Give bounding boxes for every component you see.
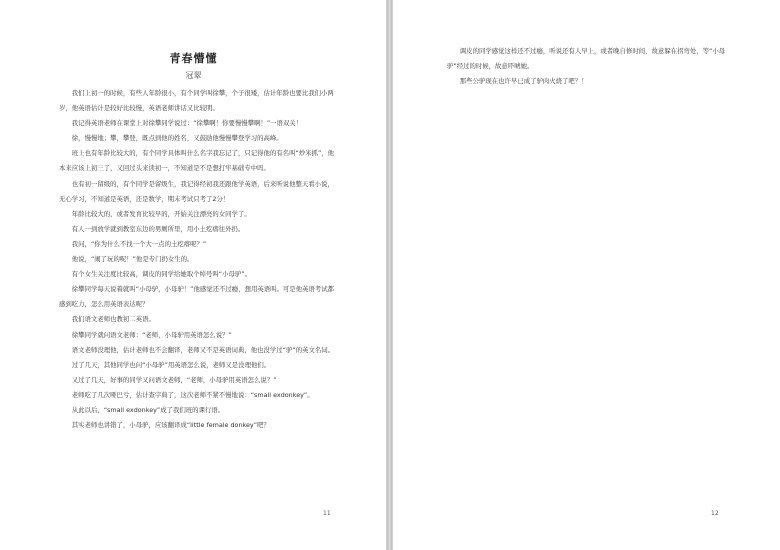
paragraph: 我问，“你为什么不找一个大一点的土疙瘩呢？” <box>71 239 207 248</box>
right-page-number: 12 <box>711 510 719 517</box>
paragraph: 老师吃了几次哑巴亏，估计查字典了，这次老师不紧不慢地说：“small exdonkey”。 <box>71 390 314 399</box>
paragraph: 徐，慢慢地；攀，攀登，既点到他的姓名，又鼓励他慢慢攀登学习的高峰。 <box>71 134 283 143</box>
paragraph: 有人一到放学就到教室东边的男厕所里，用小土疙瘩往外扔。 <box>71 224 245 233</box>
paragraph: 他说，“闹了玩的呢！”他是专门扔女生的。 <box>71 255 194 264</box>
page-title: 青春懵懂 <box>169 52 218 65</box>
paragraph: 有个女生关注度比较高，调皮的同学给她取个绰号叫“小母驴”。 <box>71 270 251 279</box>
paragraph: 从此以后，“small exdonkey”成了我们班的课行语。 <box>71 405 225 414</box>
paragraph: 语文老师没理他，估计老师也不会翻译，老师又不是英语词典，他也没学过“驴”的英文名词。 <box>71 345 335 354</box>
paragraph: 我们上初一的时候，有些人年龄很小，有个同学叫徐攀，个子很矮，估计年龄也要比我们小两岁，他英语估计是较好比较慢，英语老师讲话又比较明。 <box>59 89 334 113</box>
paragraph: 我们语文老师也教初二英语。 <box>71 315 155 324</box>
paragraph: 班上也有年龄比较大的，有个同学具体叫什么名字我忘记了，只记得他的有名叫“炒米抓”，他本来应该上初三了，又回过头来读初一，不知道是不是想打牢基础专中吗。 <box>59 149 335 173</box>
paragraph: 过了几天，其他同学也问“小母驴”用英语怎么说，老师又是没理他们。 <box>71 360 271 369</box>
paragraph: 也有初一留级的，有个同学是留级生，我记得经初我还跟他学英语，后来听说他整天看小说，无心学习，不知道是英语，还是数学，期末考试只考了2分！ <box>59 179 334 203</box>
paragraph: 又过了几天，好事的同学又问语文老师，“老师，小母驴用英语怎么说？” <box>71 375 277 384</box>
paragraph: 徐攀同学就问语文老师：“老师，小母驴用英语怎么说？” <box>71 330 232 339</box>
left-page-number: 11 <box>323 510 331 517</box>
left-body-text <box>59 86 335 433</box>
right-body-text <box>447 44 733 89</box>
paragraph: 年龄比较大的，或者发育比较早的，开始关注漂亮的女同学了。 <box>71 209 251 218</box>
paragraph: 徐攀同学每天说着就叫“小母驴，小母驴！”他感觉还不过瘾，想用英语叫。可是他英语考试都感到吃力，怎么用英语表达呢？ <box>59 285 335 309</box>
paragraph: 我记得英语老师在课堂上对徐攀同学说过：“徐攀啊！你要慢慢攀啊！”一语双关！ <box>71 119 303 128</box>
author-name: 冠翠 <box>185 71 202 80</box>
paragraph: 那些公驴现在也许早已成了驴肉火烧了吧？！ <box>459 77 588 86</box>
paragraph: 其实老师也讲错了，小母驴，应该翻译成“little female donkey”吧？ <box>71 421 270 430</box>
paragraph: 调皮的同学感觉这样还不过瘾，听说还有人早上，或者晚自修时间，故意躲在拐弯处，等“小母驴”经过的时候，故意吓唬她。 <box>447 47 726 71</box>
